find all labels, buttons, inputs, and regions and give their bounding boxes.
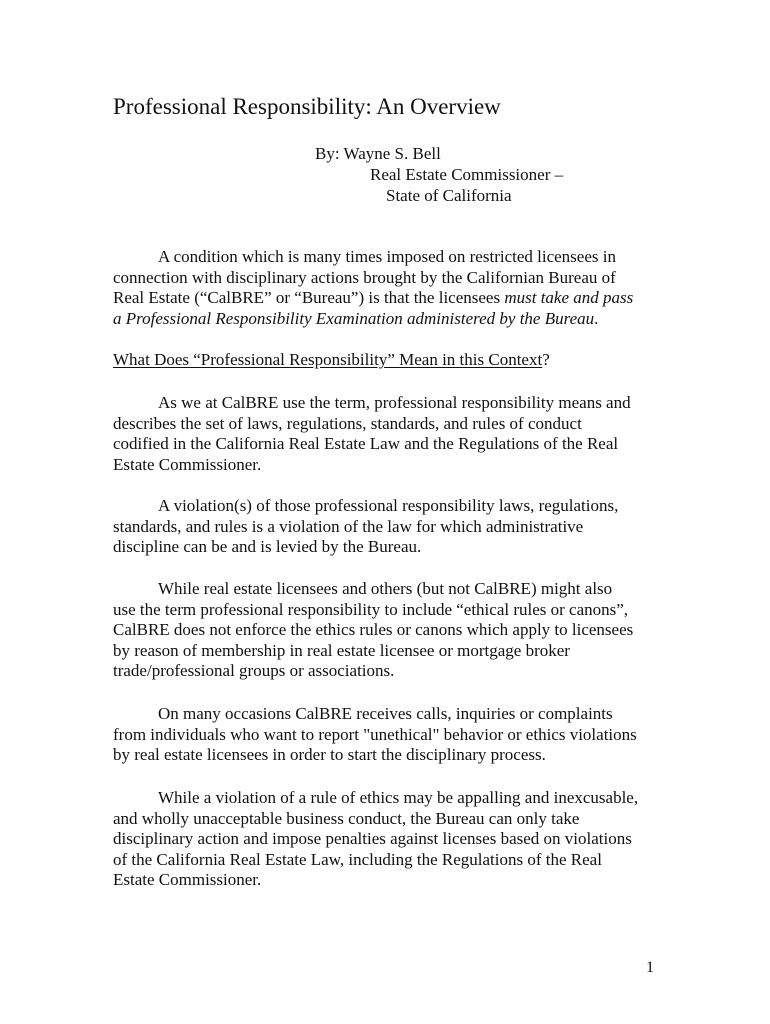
- paragraph-line: discipline can be and is levied by the Bureau.: [113, 537, 422, 557]
- paragraph-line: standards, and rules is a violation of the law for which administrative: [113, 516, 584, 536]
- paragraph-line: While a violation of a rule of ethics may be appalling and inexcusable,: [158, 788, 639, 807]
- paragraph-text: Real Estate (“CalBRE” or “Bureau”) is that the licensees: [113, 288, 505, 308]
- paragraph-complaints: [113, 704, 673, 766]
- paragraph-line: On many occasions CalBRE receives calls, inquiries or complaints: [158, 704, 613, 723]
- byline-role: Real Estate Commissioner –: [370, 165, 564, 184]
- paragraph-line: codified in the California Real Estate Law and the Regulations of the Real: [113, 434, 619, 454]
- paragraph-line: [113, 288, 673, 309]
- emphasis-text: a Professional Responsibility Examination administered by the Bureau: [113, 308, 595, 328]
- section-heading: [113, 349, 550, 370]
- emphasis-text: must take and pass: [504, 288, 634, 308]
- page-number: 1: [646, 959, 654, 976]
- paragraph-line: Estate Commissioner.: [113, 870, 262, 890]
- paragraph-text: .: [594, 308, 599, 328]
- paragraph-line: connection with disciplinary actions brought by the Californian Bureau of: [113, 267, 616, 287]
- paragraph-violation: [113, 496, 673, 558]
- paragraph-ethics: [113, 579, 673, 682]
- paragraph-line: trade/professional groups or associations.: [113, 661, 395, 681]
- paragraph-line: As we at CalBRE use the term, professional responsibility means and: [158, 393, 631, 412]
- byline-author: By: Wayne S. Bell: [315, 144, 441, 163]
- paragraph-line: by real estate licensees in order to start the disciplinary process.: [113, 745, 546, 765]
- section-heading-text: What Does “Professional Responsibility” Mean in this Context: [113, 350, 543, 369]
- paragraph-enforcement: [113, 788, 673, 891]
- paragraph-intro: [113, 247, 673, 329]
- paragraph-line: use the term professional responsibility to include “ethical rules or canons”,: [113, 599, 629, 619]
- paragraph-line: describes the set of laws, regulations, standards, and rules of conduct: [113, 413, 582, 433]
- paragraph-line: While real estate licensees and others (but not CalBRE) might also: [158, 579, 613, 598]
- paragraph-line: by reason of membership in real estate licensee or mortgage broker: [113, 640, 570, 660]
- paragraph-line: from individuals who want to report "unethical" behavior or ethics violations: [113, 724, 637, 744]
- paragraph-line: A condition which is many times imposed on restricted licensees in: [158, 247, 616, 266]
- paragraph-line: of the California Real Estate Law, including the Regulations of the Real: [113, 849, 602, 869]
- paragraph-line: CalBRE does not enforce the ethics rules or canons which apply to licensees: [113, 620, 634, 640]
- section-heading-end: ?: [542, 350, 550, 369]
- paragraph-line: Estate Commissioner.: [113, 454, 262, 474]
- paragraph-definition: [113, 393, 673, 475]
- paragraph-line: disciplinary action and impose penalties against licenses based on violations: [113, 829, 632, 849]
- paragraph-line: [113, 309, 673, 330]
- paragraph-line: and wholly unacceptable business conduct, the Bureau can only take: [113, 808, 580, 828]
- paragraph-line: A violation(s) of those professional responsibility laws, regulations,: [158, 496, 619, 515]
- byline-state: State of California: [386, 186, 512, 205]
- document-title: Professional Responsibility: An Overview: [113, 94, 501, 119]
